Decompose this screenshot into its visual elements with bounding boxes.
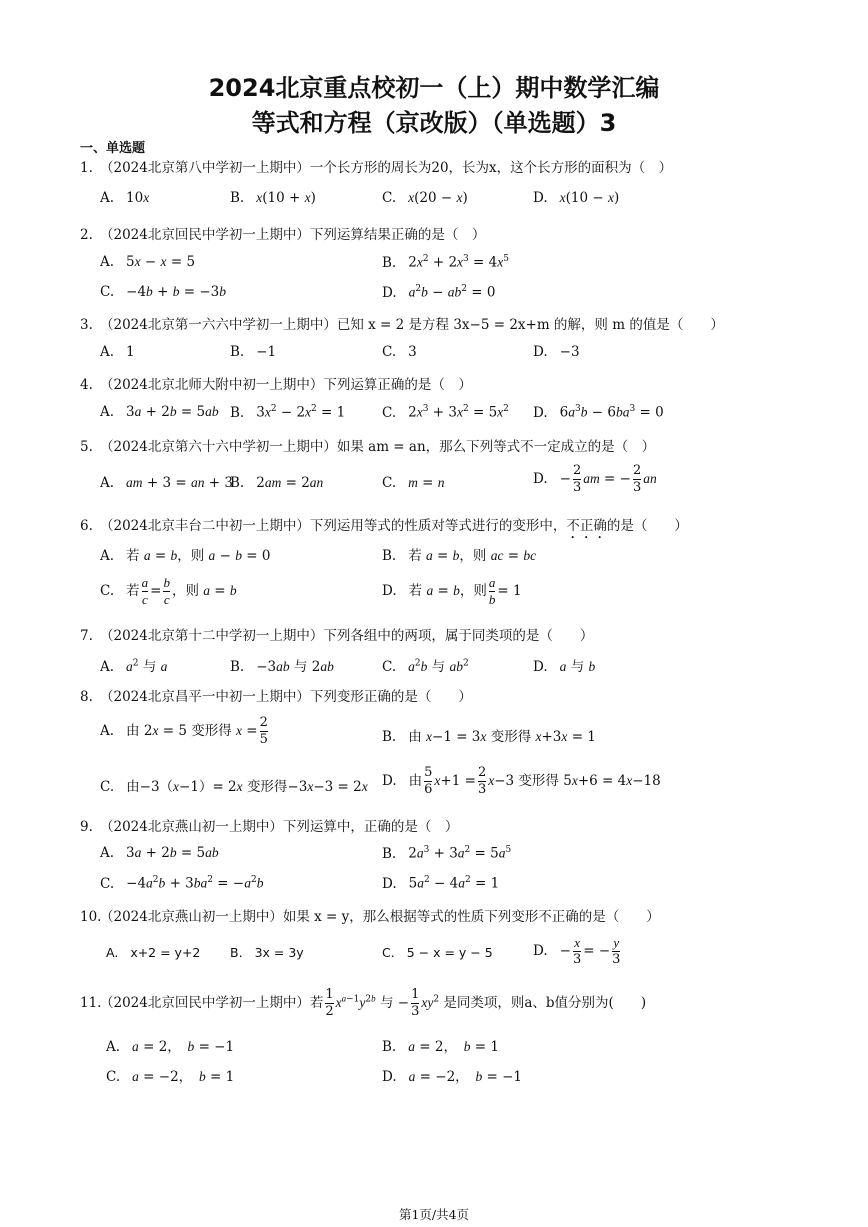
question-text: （2024北京第一六六中学初一上期中）已知 x = 2 是方程 3x−5 = 2x+m 的解，则 m 的值是（ ） xyxy=(100,317,724,333)
q3-option-c: C. 3 xyxy=(382,344,417,360)
q5-option-b: B. 2am = 2an xyxy=(230,475,324,491)
q7-option-b: B. −3ab 与 2ab xyxy=(230,659,334,675)
q4-option-b: B. $3x^2 - 2x^2 = 1$ xyxy=(230,404,346,421)
page-footer: 第1页/共4页 xyxy=(398,1207,470,1222)
question-4: 4. （2024北京北师大附中初一上期中）下列运算正确的是（ ） xyxy=(80,377,472,393)
question-text: （2024北京回民中学初一上期中）下列运算结果正确的是（ ） xyxy=(100,227,486,243)
page-title: 2024北京重点校初一（上）期中数学汇编 xyxy=(208,74,660,102)
q5-option-c: C. m = n xyxy=(382,475,445,491)
q2-option-a: A. 5x − x = 5 xyxy=(100,254,196,270)
q6-option-b: B. 若 a = b，则 ac = bc xyxy=(382,548,537,564)
q1-option-d: D. x(10 − x) xyxy=(533,190,620,206)
q9-option-c: C. $-4a^2b + 3ba^2 = -a^2b$ xyxy=(100,875,264,892)
q6-option-d: D. 若 a = b，则 $\frac{a}{b}$ = 1 xyxy=(382,575,522,607)
q8-option-d: D. 由 $\frac{5}{6}$ x+1 = $\frac{2}{3}$ x−3 变形得 5x+6 = 4x−18 xyxy=(382,765,661,797)
q4-option-d: D. $6a^3b - 6ba^3 = 0$ xyxy=(533,404,664,421)
question-2: 2. （2024北京回民中学初一上期中）下列运算结果正确的是（ ） xyxy=(80,227,486,243)
q2-option-c: C. −4b + b = −3b xyxy=(100,284,226,300)
q4-option-c: C. $2x^3 + 3x^2 = 5x^2$ xyxy=(382,404,509,421)
q11-option-c: C. a = −2， b = 1 xyxy=(106,1069,235,1085)
question-text: （2024北京第十二中学初一上期中）下列各组中的两项，属于同类项的是（ ） xyxy=(100,628,594,644)
q10-option-d: D. − $\frac{x}{3}$ = − $\frac{y}{3}$ xyxy=(533,935,621,967)
question-text: （2024北京第六十六中学初一上期中）如果 am = an，那么下列等式不一定成立的是（ ） xyxy=(100,439,656,455)
q11-option-a: A. a = 2， b = −1 xyxy=(106,1039,235,1055)
question-1 xyxy=(80,156,672,176)
q1-option-a: A. 10x xyxy=(100,190,150,206)
question-10: 10.（2024北京燕山初一上期中）如果 x = y，那么根据等式的性质下列变形不正确的是（ ） xyxy=(80,909,660,925)
q3-option-a: A. 1 xyxy=(100,344,135,360)
question-3: 3. （2024北京第一六六中学初一上期中）已知 x = 2 是方程 3x−5 = 2x+m 的解，则 m 的值是（ ） xyxy=(80,317,724,333)
q2-option-b: B. $2x^2 + 2x^3 = 4x^5$ xyxy=(382,254,509,271)
q11-option-d: D. a = −2， b = −1 xyxy=(382,1069,522,1085)
question-6: 6. （2024北京丰台二中初一上期中）下列运用等式的性质对等式进行的变形中，不正确的是（ ） xyxy=(80,518,688,534)
q5-option-a: A. am + 3 = an + 3 xyxy=(100,475,233,491)
q3-option-b: B. −1 xyxy=(230,344,277,360)
q6-option-c: C. 若 $\frac{a}{c}$ = $\frac{b}{c}$ ，则 a = b xyxy=(100,575,237,607)
q8-option-c: C. 由−3（x−1）= 2x 变形得−3x−3 = 2x xyxy=(100,779,368,795)
q7-option-c: C. $a^2b$ 与 $ab^2$ xyxy=(382,658,469,675)
question-text: （2024北京第八中学初一上期中）一个长方形的周长为20，长为x，这个长方形的面积为（ ） xyxy=(100,160,673,176)
q6-option-a: A. 若 a = b，则 a − b = 0 xyxy=(100,548,271,564)
question-11: 11.（2024北京回民中学初一上期中）若 $\frac{1}{2}$ $x^{a-1}y^{2b}$ 与 − $\frac{1}{3}$ $xy^2$ 是同类项，则a、b值分别为( ) xyxy=(80,987,647,1019)
q1-option-c: C. x(20 − x) xyxy=(382,190,468,206)
q3-option-d: D. −3 xyxy=(533,344,580,360)
question-text: （2024北京昌平一中初一上期中）下列变形正确的是（ ） xyxy=(100,689,472,705)
question-text: （2024北京北师大附中初一上期中）下列运算正确的是（ ） xyxy=(100,377,472,393)
q11-option-b: B. a = 2， b = 1 xyxy=(382,1039,499,1055)
question-number: 1. xyxy=(80,160,93,176)
question-8: 8. （2024北京昌平一中初一上期中）下列变形正确的是（ ） xyxy=(80,689,472,705)
q7-option-d: D. a 与 b xyxy=(533,659,596,675)
q9-option-d: D. $5a^2 - 4a^2 = 1$ xyxy=(382,875,500,892)
q10-option-a: A. x+2 = y+2 xyxy=(106,945,201,960)
q10-option-c: C. 5 − x = y − 5 xyxy=(382,945,493,960)
section-heading: 一、单选题 xyxy=(80,141,146,156)
page-subtitle: 等式和方程（京改版）（单选题）3 xyxy=(251,109,617,137)
q1-option-b: B. x(10 + x) xyxy=(230,190,316,206)
question-7: 7. （2024北京第十二中学初一上期中）下列各组中的两项，属于同类项的是（ ） xyxy=(80,628,594,644)
question-9: 9. （2024北京燕山初一上期中）下列运算中，正确的是（ ） xyxy=(80,819,459,835)
q7-option-a: A. $a^2$ 与 a xyxy=(100,658,168,675)
q9-option-b: B. $2a^3 + 3a^2 = 5a^5$ xyxy=(382,845,512,862)
question-text: （2024北京燕山初一上期中）下列运算中，正确的是（ ） xyxy=(100,819,459,835)
q8-option-a: A. 由 2x = 5 变形得 x = $\frac{2}{5}$ xyxy=(100,715,268,747)
q4-option-a: A. 3a + 2b = 5ab xyxy=(100,404,219,420)
q8-option-b: B. 由 x−1 = 3x 变形得 x+3x = 1 xyxy=(382,729,596,745)
q5-option-d: D. − $\frac{2}{3}$ am = − $\frac{2}{3}$ an xyxy=(533,463,657,495)
question-text: （2024北京燕山初一上期中）如果 x = y，那么根据等式的性质下列变形不正确的是（ ） xyxy=(100,909,660,925)
q10-option-b: B. 3x = 3y xyxy=(230,945,304,960)
q2-option-d: D. $a^2b - ab^2 = 0$ xyxy=(382,284,496,301)
emphasis-text: 不正确 xyxy=(566,518,607,534)
question-5: 5. （2024北京第六十六中学初一上期中）如果 am = an，那么下列等式不一定成立的是（ ） xyxy=(80,439,656,455)
q9-option-a: A. 3a + 2b = 5ab xyxy=(100,845,219,861)
